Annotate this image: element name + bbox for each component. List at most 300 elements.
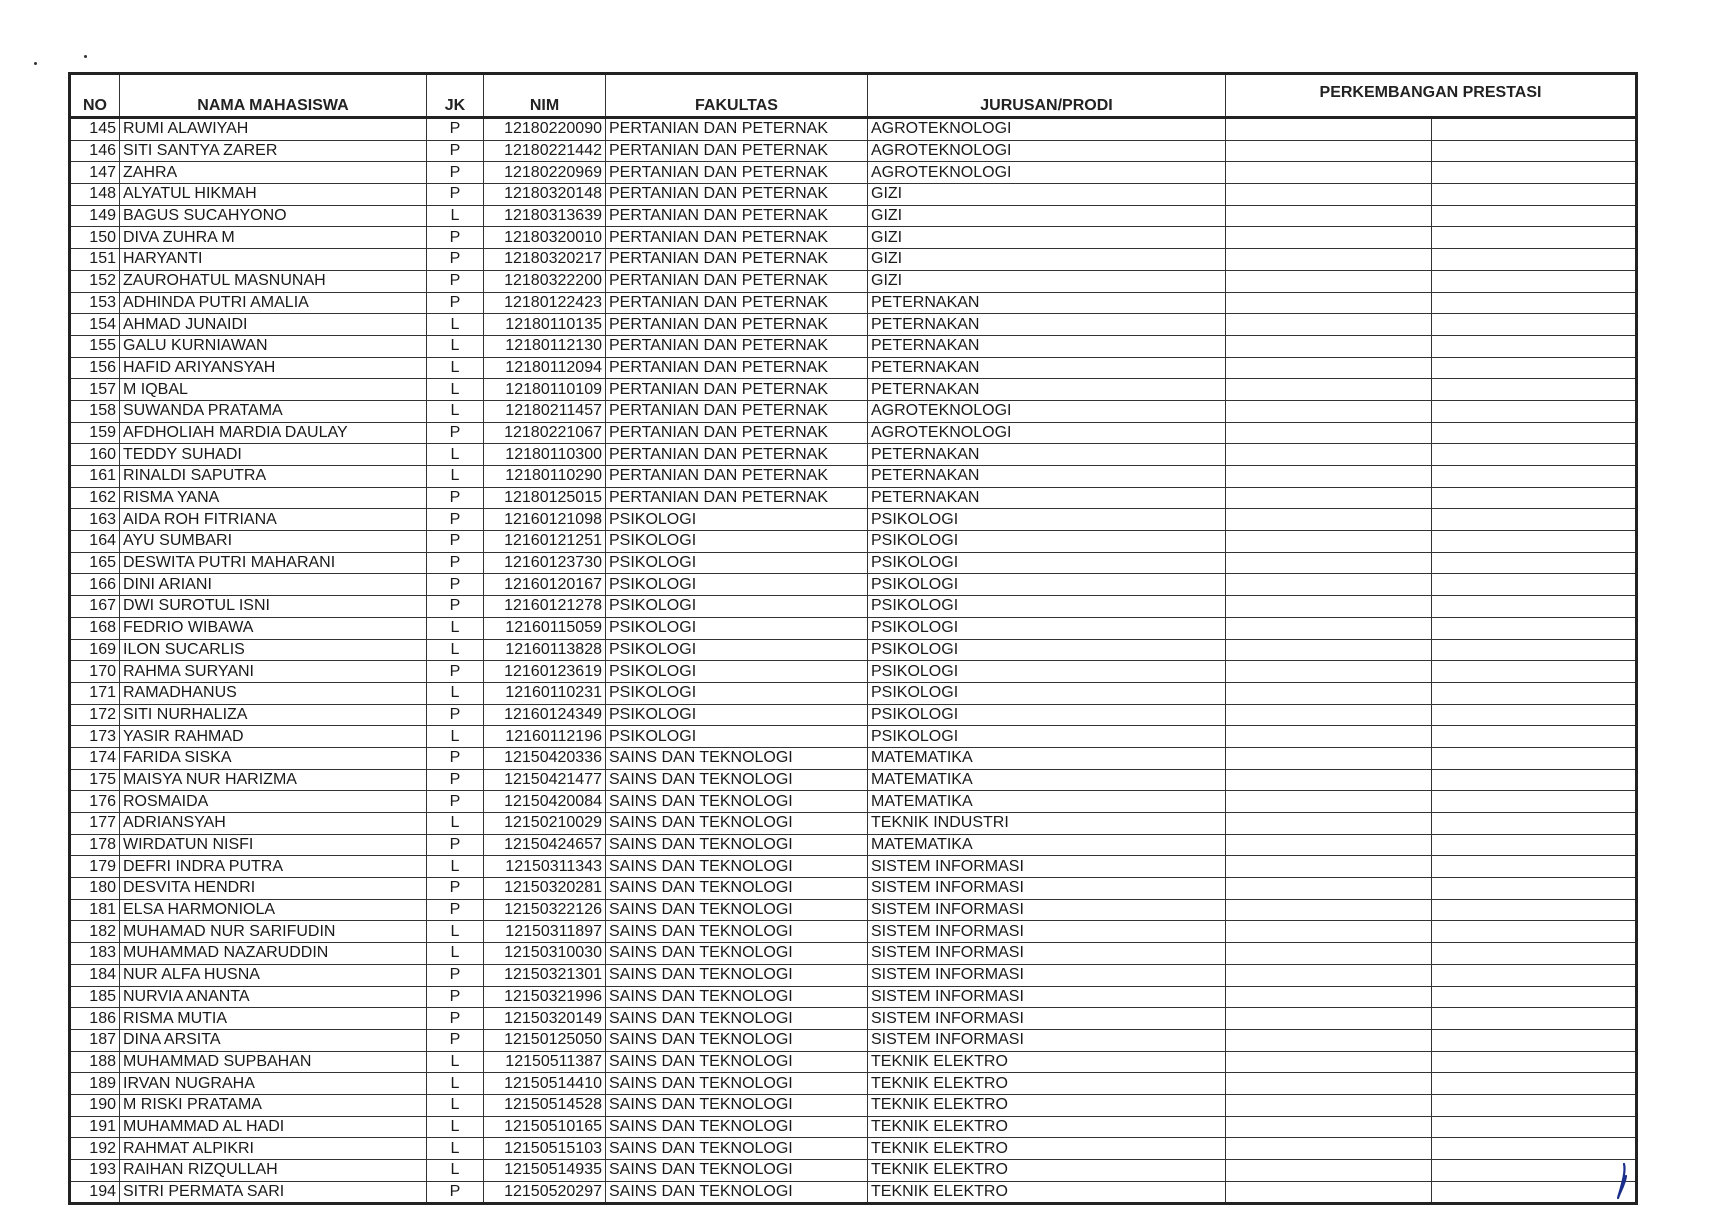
faculty: SAINS DAN TEKNOLOGI — [606, 813, 868, 835]
gender: L — [427, 400, 484, 422]
program: PETERNAKAN — [868, 357, 1226, 379]
table-row — [70, 1051, 1637, 1073]
nim: 12150420084 — [484, 791, 606, 813]
table-row — [70, 769, 1637, 791]
table-row — [70, 1073, 1637, 1095]
row-no: 187 — [70, 1029, 120, 1051]
row-no: 177 — [70, 813, 120, 835]
student-name: DWI SUROTUL ISNI — [120, 596, 427, 618]
nim: 12180221442 — [484, 140, 606, 162]
program: AGROTEKNOLOGI — [868, 162, 1226, 184]
table-row — [70, 1181, 1637, 1204]
gender: L — [427, 1094, 484, 1116]
prestasi-cell-2 — [1431, 921, 1637, 943]
faculty: PERTANIAN DAN PETERNAK — [606, 162, 868, 184]
row-no: 154 — [70, 314, 120, 336]
program: MATEMATIKA — [868, 791, 1226, 813]
program: SISTEM INFORMASI — [868, 943, 1226, 965]
faculty: PERTANIAN DAN PETERNAK — [606, 487, 868, 509]
nim: 12180110109 — [484, 379, 606, 401]
prestasi-cell-1 — [1226, 118, 1432, 141]
gender: L — [427, 466, 484, 488]
row-no: 192 — [70, 1138, 120, 1160]
table-header-row — [70, 74, 1637, 118]
gender: L — [427, 1116, 484, 1138]
prestasi-cell-2 — [1431, 270, 1637, 292]
student-name: ELSA HARMONIOLA — [120, 899, 427, 921]
gender: P — [427, 986, 484, 1008]
row-no: 174 — [70, 747, 120, 769]
table-row — [70, 639, 1637, 661]
faculty: SAINS DAN TEKNOLOGI — [606, 791, 868, 813]
prestasi-cell-1 — [1226, 682, 1432, 704]
student-name: M IQBAL — [120, 379, 427, 401]
gender: L — [427, 444, 484, 466]
prestasi-cell-1 — [1226, 531, 1432, 553]
student-name: DINI ARIANI — [120, 574, 427, 596]
prestasi-cell-1 — [1226, 878, 1432, 900]
program: PSIKOLOGI — [868, 682, 1226, 704]
gender: P — [427, 552, 484, 574]
table-row — [70, 661, 1637, 683]
prestasi-cell-1 — [1226, 292, 1432, 314]
nim: 12150514410 — [484, 1073, 606, 1095]
gender: L — [427, 682, 484, 704]
nim: 12160120167 — [484, 574, 606, 596]
student-name: ZAUROHATUL MASNUNAH — [120, 270, 427, 292]
nim: 12160110231 — [484, 682, 606, 704]
prestasi-cell-2 — [1431, 162, 1637, 184]
prestasi-cell-1 — [1226, 552, 1432, 574]
student-name: SITI SANTYA ZARER — [120, 140, 427, 162]
prestasi-cell-2 — [1431, 834, 1637, 856]
nim: 12150511387 — [484, 1051, 606, 1073]
table-row — [70, 205, 1637, 227]
gender: L — [427, 335, 484, 357]
prestasi-cell-1 — [1226, 270, 1432, 292]
faculty: PSIKOLOGI — [606, 682, 868, 704]
student-name: DESWITA PUTRI MAHARANI — [120, 552, 427, 574]
table-row — [70, 1094, 1637, 1116]
table-row — [70, 856, 1637, 878]
nim: 12160113828 — [484, 639, 606, 661]
table-row — [70, 1160, 1637, 1182]
student-name: MUHAMMAD AL HADI — [120, 1116, 427, 1138]
program: SISTEM INFORMASI — [868, 899, 1226, 921]
scan-speck — [34, 62, 37, 65]
prestasi-cell-1 — [1226, 1160, 1432, 1182]
program: TEKNIK ELEKTRO — [868, 1073, 1226, 1095]
prestasi-cell-1 — [1226, 726, 1432, 748]
table-row — [70, 531, 1637, 553]
prestasi-cell-1 — [1226, 444, 1432, 466]
table-row — [70, 140, 1637, 162]
row-no: 180 — [70, 878, 120, 900]
program: GIZI — [868, 184, 1226, 206]
row-no: 179 — [70, 856, 120, 878]
table-row — [70, 227, 1637, 249]
nim: 12160121251 — [484, 531, 606, 553]
faculty: SAINS DAN TEKNOLOGI — [606, 834, 868, 856]
gender: P — [427, 704, 484, 726]
nim: 12160121098 — [484, 509, 606, 531]
prestasi-cell-2 — [1431, 1181, 1637, 1204]
program: TEKNIK ELEKTRO — [868, 1116, 1226, 1138]
faculty: SAINS DAN TEKNOLOGI — [606, 1138, 868, 1160]
student-name: AHMAD JUNAIDI — [120, 314, 427, 336]
gender: P — [427, 878, 484, 900]
row-no: 194 — [70, 1181, 120, 1204]
nim: 12180122423 — [484, 292, 606, 314]
program: MATEMATIKA — [868, 834, 1226, 856]
prestasi-cell-1 — [1226, 704, 1432, 726]
row-no: 148 — [70, 184, 120, 206]
student-name: RUMI ALAWIYAH — [120, 118, 427, 141]
row-no: 158 — [70, 400, 120, 422]
gender: L — [427, 813, 484, 835]
row-no: 167 — [70, 596, 120, 618]
row-no: 173 — [70, 726, 120, 748]
prestasi-cell-2 — [1431, 596, 1637, 618]
table-row — [70, 834, 1637, 856]
gender: L — [427, 921, 484, 943]
prestasi-cell-1 — [1226, 184, 1432, 206]
faculty: SAINS DAN TEKNOLOGI — [606, 769, 868, 791]
faculty: PERTANIAN DAN PETERNAK — [606, 314, 868, 336]
student-name: RAHMAT ALPIKRI — [120, 1138, 427, 1160]
faculty: SAINS DAN TEKNOLOGI — [606, 1029, 868, 1051]
program: SISTEM INFORMASI — [868, 964, 1226, 986]
student-name: ADHINDA PUTRI AMALIA — [120, 292, 427, 314]
prestasi-cell-2 — [1431, 487, 1637, 509]
nim: 12150321996 — [484, 986, 606, 1008]
row-no: 147 — [70, 162, 120, 184]
table-body — [70, 118, 1637, 1204]
prestasi-cell-2 — [1431, 1160, 1637, 1182]
student-name: DIVA ZUHRA M — [120, 227, 427, 249]
prestasi-cell-1 — [1226, 596, 1432, 618]
prestasi-cell-2 — [1431, 639, 1637, 661]
faculty: PERTANIAN DAN PETERNAK — [606, 184, 868, 206]
program: PSIKOLOGI — [868, 574, 1226, 596]
gender: P — [427, 292, 484, 314]
row-no: 184 — [70, 964, 120, 986]
nim: 12180110135 — [484, 314, 606, 336]
nim: 12180320148 — [484, 184, 606, 206]
prestasi-cell-2 — [1431, 292, 1637, 314]
row-no: 178 — [70, 834, 120, 856]
table-row — [70, 400, 1637, 422]
prestasi-cell-2 — [1431, 335, 1637, 357]
program: SISTEM INFORMASI — [868, 921, 1226, 943]
student-name: FEDRIO WIBAWA — [120, 617, 427, 639]
header-jurusan: JURUSAN/PRODI — [868, 74, 1226, 118]
row-no: 165 — [70, 552, 120, 574]
row-no: 170 — [70, 661, 120, 683]
gender: P — [427, 834, 484, 856]
prestasi-cell-2 — [1431, 444, 1637, 466]
faculty: SAINS DAN TEKNOLOGI — [606, 747, 868, 769]
table-row — [70, 1116, 1637, 1138]
program: PETERNAKAN — [868, 335, 1226, 357]
table-row — [70, 509, 1637, 531]
table-row — [70, 899, 1637, 921]
prestasi-cell-1 — [1226, 357, 1432, 379]
faculty: PERTANIAN DAN PETERNAK — [606, 466, 868, 488]
table-row — [70, 1008, 1637, 1030]
nim: 12150515103 — [484, 1138, 606, 1160]
row-no: 185 — [70, 986, 120, 1008]
row-no: 150 — [70, 227, 120, 249]
nim: 12150514528 — [484, 1094, 606, 1116]
faculty: SAINS DAN TEKNOLOGI — [606, 856, 868, 878]
student-name: TEDDY SUHADI — [120, 444, 427, 466]
nim: 12180320010 — [484, 227, 606, 249]
prestasi-cell-2 — [1431, 878, 1637, 900]
program: SISTEM INFORMASI — [868, 878, 1226, 900]
header-no: NO — [70, 74, 120, 118]
student-name: ZAHRA — [120, 162, 427, 184]
program: PETERNAKAN — [868, 292, 1226, 314]
gender: P — [427, 487, 484, 509]
prestasi-cell-2 — [1431, 747, 1637, 769]
table-row — [70, 444, 1637, 466]
faculty: SAINS DAN TEKNOLOGI — [606, 878, 868, 900]
row-no: 193 — [70, 1160, 120, 1182]
student-name: HAFID ARIYANSYAH — [120, 357, 427, 379]
table-row — [70, 249, 1637, 271]
program: PETERNAKAN — [868, 379, 1226, 401]
gender: L — [427, 617, 484, 639]
nim: 12180221067 — [484, 422, 606, 444]
prestasi-cell-1 — [1226, 834, 1432, 856]
student-name: SUWANDA PRATAMA — [120, 400, 427, 422]
student-name: DESVITA HENDRI — [120, 878, 427, 900]
program: PSIKOLOGI — [868, 552, 1226, 574]
student-name: ALYATUL HIKMAH — [120, 184, 427, 206]
row-no: 162 — [70, 487, 120, 509]
prestasi-cell-1 — [1226, 1073, 1432, 1095]
gender: P — [427, 747, 484, 769]
prestasi-cell-1 — [1226, 747, 1432, 769]
table-row — [70, 184, 1637, 206]
prestasi-cell-1 — [1226, 1008, 1432, 1030]
row-no: 159 — [70, 422, 120, 444]
table-row — [70, 118, 1637, 141]
row-no: 169 — [70, 639, 120, 661]
header-fakultas: FAKULTAS — [606, 74, 868, 118]
student-table — [68, 72, 1638, 1205]
prestasi-cell-1 — [1226, 379, 1432, 401]
prestasi-cell-2 — [1431, 552, 1637, 574]
gender: P — [427, 661, 484, 683]
prestasi-cell-2 — [1431, 400, 1637, 422]
program: AGROTEKNOLOGI — [868, 400, 1226, 422]
table-row — [70, 1138, 1637, 1160]
prestasi-cell-1 — [1226, 617, 1432, 639]
nim: 12150424657 — [484, 834, 606, 856]
faculty: PSIKOLOGI — [606, 509, 868, 531]
student-name: SITI NURHALIZA — [120, 704, 427, 726]
header-nim: NIM — [484, 74, 606, 118]
program: TEKNIK ELEKTRO — [868, 1160, 1226, 1182]
table-row — [70, 682, 1637, 704]
faculty: SAINS DAN TEKNOLOGI — [606, 986, 868, 1008]
prestasi-cell-2 — [1431, 1116, 1637, 1138]
faculty: SAINS DAN TEKNOLOGI — [606, 1181, 868, 1204]
row-no: 152 — [70, 270, 120, 292]
gender: P — [427, 184, 484, 206]
row-no: 186 — [70, 1008, 120, 1030]
prestasi-cell-1 — [1226, 1094, 1432, 1116]
student-name: BAGUS SUCAHYONO — [120, 205, 427, 227]
nim: 12150514935 — [484, 1160, 606, 1182]
prestasi-cell-2 — [1431, 682, 1637, 704]
student-name: MAISYA NUR HARIZMA — [120, 769, 427, 791]
gender: P — [427, 964, 484, 986]
program: TEKNIK ELEKTRO — [868, 1138, 1226, 1160]
table-row — [70, 596, 1637, 618]
nim: 12180313639 — [484, 205, 606, 227]
student-name: DEFRI INDRA PUTRA — [120, 856, 427, 878]
table-row — [70, 878, 1637, 900]
prestasi-cell-2 — [1431, 1073, 1637, 1095]
row-no: 161 — [70, 466, 120, 488]
prestasi-cell-1 — [1226, 1029, 1432, 1051]
nim: 12150311897 — [484, 921, 606, 943]
prestasi-cell-2 — [1431, 509, 1637, 531]
program: MATEMATIKA — [868, 769, 1226, 791]
student-name: NURVIA ANANTA — [120, 986, 427, 1008]
prestasi-cell-1 — [1226, 1138, 1432, 1160]
faculty: PERTANIAN DAN PETERNAK — [606, 249, 868, 271]
prestasi-cell-2 — [1431, 574, 1637, 596]
prestasi-cell-2 — [1431, 379, 1637, 401]
row-no: 146 — [70, 140, 120, 162]
prestasi-cell-1 — [1226, 943, 1432, 965]
faculty: SAINS DAN TEKNOLOGI — [606, 1073, 868, 1095]
prestasi-cell-2 — [1431, 661, 1637, 683]
gender: P — [427, 1008, 484, 1030]
table-row — [70, 422, 1637, 444]
gender: L — [427, 314, 484, 336]
student-name: DINA ARSITA — [120, 1029, 427, 1051]
student-name: SITRI PERMATA SARI — [120, 1181, 427, 1204]
nim: 12160123619 — [484, 661, 606, 683]
program: PSIKOLOGI — [868, 509, 1226, 531]
prestasi-cell-2 — [1431, 422, 1637, 444]
program: PETERNAKAN — [868, 444, 1226, 466]
gender: P — [427, 574, 484, 596]
program: PSIKOLOGI — [868, 531, 1226, 553]
table-row — [70, 335, 1637, 357]
table-row — [70, 270, 1637, 292]
prestasi-cell-2 — [1431, 856, 1637, 878]
program: TEKNIK ELEKTRO — [868, 1051, 1226, 1073]
row-no: 163 — [70, 509, 120, 531]
nim: 12150125050 — [484, 1029, 606, 1051]
student-name: IRVAN NUGRAHA — [120, 1073, 427, 1095]
table-row — [70, 162, 1637, 184]
table-row — [70, 314, 1637, 336]
nim: 12150310030 — [484, 943, 606, 965]
prestasi-cell-1 — [1226, 487, 1432, 509]
row-no: 166 — [70, 574, 120, 596]
faculty: PERTANIAN DAN PETERNAK — [606, 400, 868, 422]
row-no: 176 — [70, 791, 120, 813]
row-no: 189 — [70, 1073, 120, 1095]
prestasi-cell-2 — [1431, 1138, 1637, 1160]
prestasi-cell-1 — [1226, 769, 1432, 791]
faculty: PSIKOLOGI — [606, 661, 868, 683]
nim: 12150321301 — [484, 964, 606, 986]
prestasi-cell-1 — [1226, 574, 1432, 596]
faculty: SAINS DAN TEKNOLOGI — [606, 1051, 868, 1073]
table-row — [70, 292, 1637, 314]
gender: P — [427, 270, 484, 292]
nim: 12180220969 — [484, 162, 606, 184]
faculty: PERTANIAN DAN PETERNAK — [606, 205, 868, 227]
program: PETERNAKAN — [868, 314, 1226, 336]
prestasi-cell-2 — [1431, 314, 1637, 336]
program: TEKNIK ELEKTRO — [868, 1181, 1226, 1204]
nim: 12180112130 — [484, 335, 606, 357]
gender: L — [427, 1160, 484, 1182]
row-no: 160 — [70, 444, 120, 466]
prestasi-cell-2 — [1431, 704, 1637, 726]
table-row — [70, 617, 1637, 639]
prestasi-cell-1 — [1226, 964, 1432, 986]
gender: P — [427, 1181, 484, 1204]
program: PSIKOLOGI — [868, 596, 1226, 618]
table-row — [70, 726, 1637, 748]
table-row — [70, 791, 1637, 813]
program: PSIKOLOGI — [868, 661, 1226, 683]
nim: 12160112196 — [484, 726, 606, 748]
nim: 12150311343 — [484, 856, 606, 878]
gender: L — [427, 639, 484, 661]
prestasi-cell-1 — [1226, 791, 1432, 813]
table-row — [70, 357, 1637, 379]
faculty: PERTANIAN DAN PETERNAK — [606, 270, 868, 292]
gender: L — [427, 379, 484, 401]
student-name: RAIHAN RIZQULLAH — [120, 1160, 427, 1182]
nim: 12180110300 — [484, 444, 606, 466]
program: SISTEM INFORMASI — [868, 1008, 1226, 1030]
prestasi-cell-2 — [1431, 249, 1637, 271]
prestasi-cell-1 — [1226, 466, 1432, 488]
student-name: HARYANTI — [120, 249, 427, 271]
student-name: AYU SUMBARI — [120, 531, 427, 553]
row-no: 157 — [70, 379, 120, 401]
nim: 12160123730 — [484, 552, 606, 574]
nim: 12160115059 — [484, 617, 606, 639]
faculty: PSIKOLOGI — [606, 617, 868, 639]
faculty: PERTANIAN DAN PETERNAK — [606, 118, 868, 141]
faculty: PSIKOLOGI — [606, 704, 868, 726]
faculty: PSIKOLOGI — [606, 531, 868, 553]
student-name: MUHAMMAD SUPBAHAN — [120, 1051, 427, 1073]
student-name: RISMA MUTIA — [120, 1008, 427, 1030]
gender: P — [427, 422, 484, 444]
prestasi-cell-1 — [1226, 140, 1432, 162]
faculty: PSIKOLOGI — [606, 574, 868, 596]
prestasi-cell-2 — [1431, 986, 1637, 1008]
student-name: WIRDATUN NISFI — [120, 834, 427, 856]
prestasi-cell-2 — [1431, 1094, 1637, 1116]
row-no: 168 — [70, 617, 120, 639]
program: AGROTEKNOLOGI — [868, 118, 1226, 141]
